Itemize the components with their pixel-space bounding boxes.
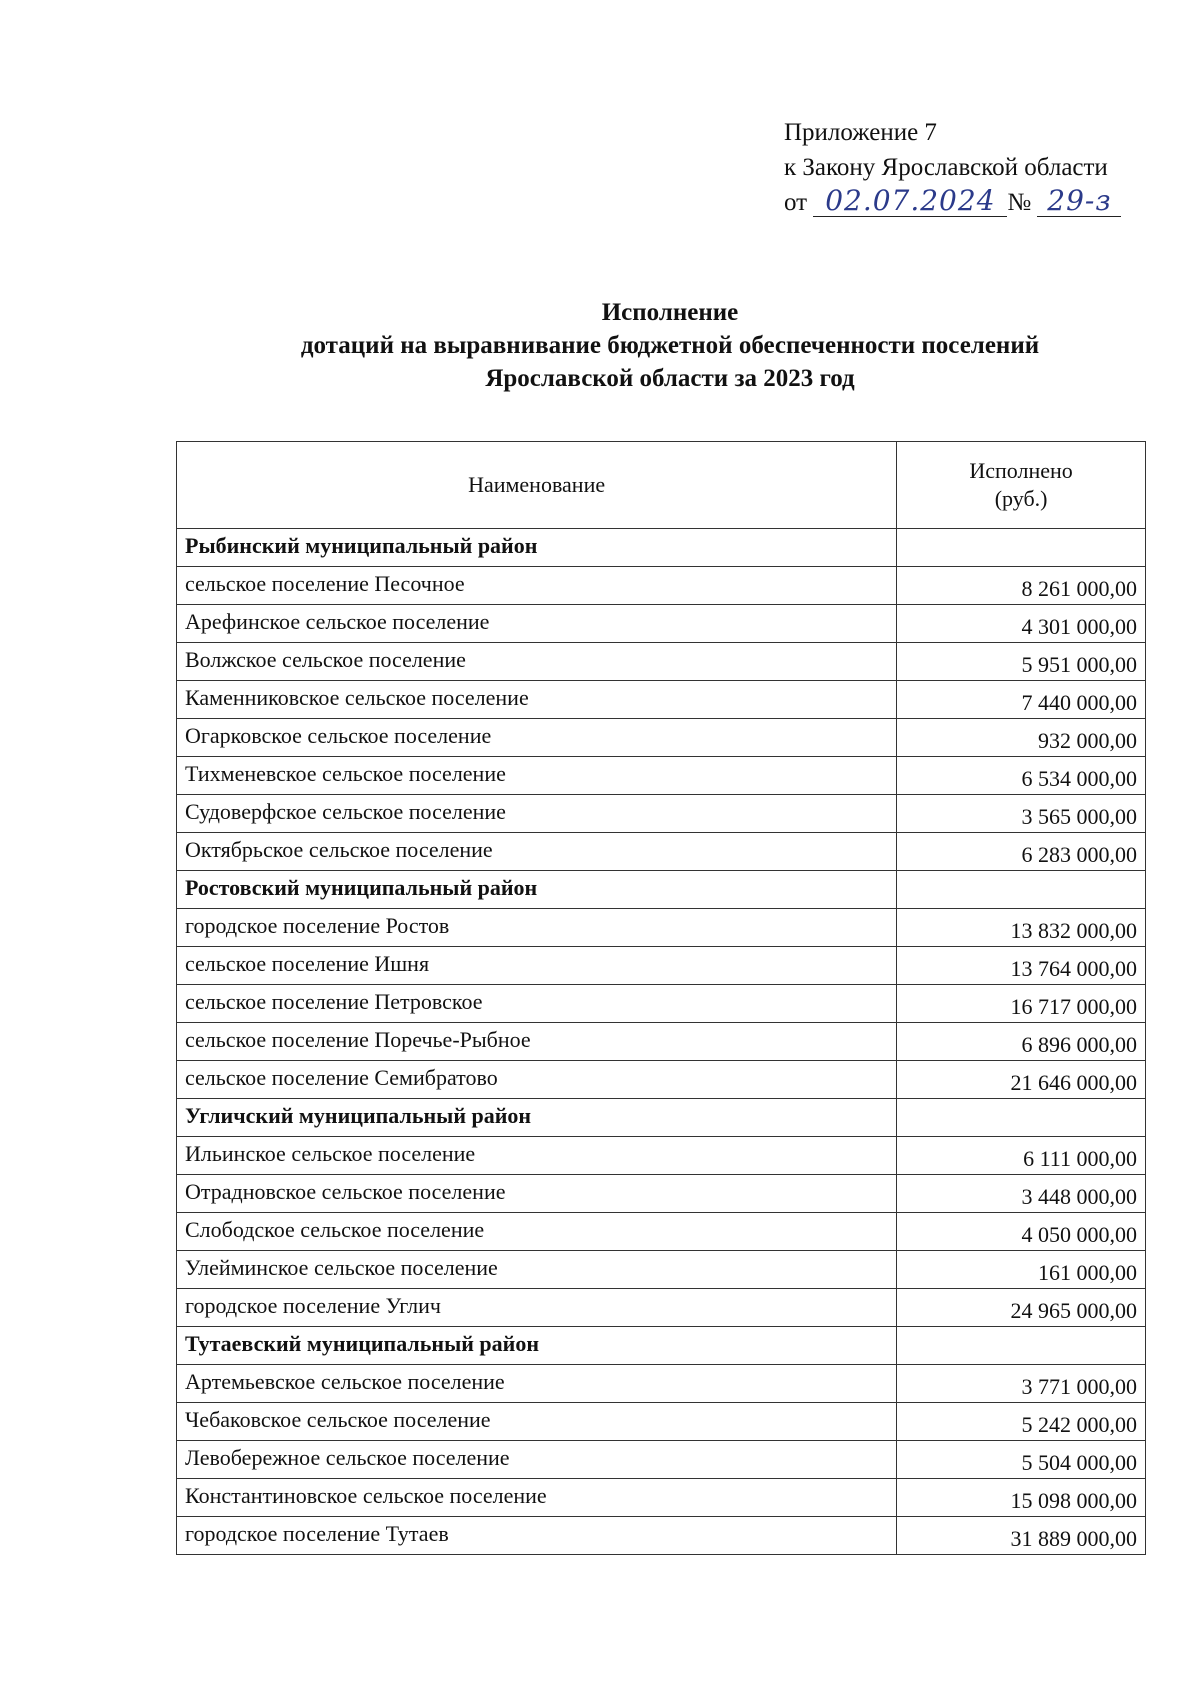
executed-amount: 161 000,00 — [897, 1251, 1146, 1289]
settlement-name: городское поселение Ростов — [177, 909, 897, 947]
settlement-name: Октябрьское сельское поселение — [177, 833, 897, 871]
column-header-name: Наименование — [177, 442, 897, 529]
settlement-name: сельское поселение Поречье-Рыбное — [177, 1023, 897, 1061]
settlement-name: Артемьевское сельское поселение — [177, 1365, 897, 1403]
table-row — [177, 985, 1146, 1023]
district-row — [177, 871, 1146, 909]
executed-amount: 3 771 000,00 — [897, 1365, 1146, 1403]
executed-amount: 5 242 000,00 — [897, 1403, 1146, 1441]
executed-amount: 13 764 000,00 — [897, 947, 1146, 985]
settlement-name: Огарковское сельское поселение — [177, 719, 897, 757]
settlement-name: сельское поселение Ишня — [177, 947, 897, 985]
executed-amount: 3 448 000,00 — [897, 1175, 1146, 1213]
settlement-name: Арефинское сельское поселение — [177, 605, 897, 643]
settlement-name: Тихменевское сельское поселение — [177, 757, 897, 795]
table-row — [177, 795, 1146, 833]
table-header-row — [177, 442, 1146, 529]
executed-amount: 6 283 000,00 — [897, 833, 1146, 871]
title-line-2: дотаций на выравнивание бюджетной обеспеченности поселений — [300, 332, 1040, 359]
table-row — [177, 1251, 1146, 1289]
table-row — [177, 1023, 1146, 1061]
settlement-name: Отрадновское сельское поселение — [177, 1175, 897, 1213]
table-row — [177, 681, 1146, 719]
handwritten-date: 02.07.2024 — [813, 186, 1007, 217]
district-row — [177, 529, 1146, 567]
executed-amount: 21 646 000,00 — [897, 1061, 1146, 1099]
executed-amount: 6 534 000,00 — [897, 757, 1146, 795]
settlement-name: сельское поселение Петровское — [177, 985, 897, 1023]
settlement-name: Каменниковское сельское поселение — [177, 681, 897, 719]
district-name: Рыбинский муниципальный район — [177, 529, 897, 567]
district-row — [177, 1327, 1146, 1365]
settlement-name: городское поселение Углич — [177, 1289, 897, 1327]
settlement-name: Улейминское сельское поселение — [177, 1251, 897, 1289]
table-row — [177, 605, 1146, 643]
table-row — [177, 567, 1146, 605]
appendix-number: Приложение 7 — [784, 119, 937, 146]
column-header-value-line1: Исполнено — [969, 458, 1073, 483]
executed-amount: 31 889 000,00 — [897, 1517, 1146, 1555]
settlement-name: Волжское сельское поселение — [177, 643, 897, 681]
table-row — [177, 909, 1146, 947]
column-header-value — [897, 442, 1146, 529]
executed-amount — [897, 871, 1146, 909]
executed-amount: 8 261 000,00 — [897, 567, 1146, 605]
date-prefix: от — [784, 189, 808, 216]
executed-amount: 5 504 000,00 — [897, 1441, 1146, 1479]
table-row — [177, 1517, 1146, 1555]
executed-amount — [897, 1099, 1146, 1137]
settlement-name: Судоверфское сельское поселение — [177, 795, 897, 833]
executed-amount: 4 050 000,00 — [897, 1213, 1146, 1251]
table-row — [177, 1365, 1146, 1403]
table-row — [177, 1403, 1146, 1441]
district-name: Тутаевский муниципальный район — [177, 1327, 897, 1365]
executed-amount: 932 000,00 — [897, 719, 1146, 757]
settlement-name: городское поселение Тутаев — [177, 1517, 897, 1555]
table-row — [177, 1289, 1146, 1327]
executed-amount: 13 832 000,00 — [897, 909, 1146, 947]
settlement-name: Константиновское сельское поселение — [177, 1479, 897, 1517]
table-row — [177, 1061, 1146, 1099]
table-row — [177, 833, 1146, 871]
executed-amount — [897, 529, 1146, 567]
table-row — [177, 1213, 1146, 1251]
law-reference: к Закону Ярославской области — [784, 154, 1108, 181]
handwritten-law-number: 29-з — [1037, 186, 1121, 217]
table-row — [177, 1175, 1146, 1213]
settlement-name: сельское поселение Песочное — [177, 567, 897, 605]
district-row — [177, 1099, 1146, 1137]
table-row — [177, 757, 1146, 795]
settlement-name: сельское поселение Семибратово — [177, 1061, 897, 1099]
settlement-name: Чебаковское сельское поселение — [177, 1403, 897, 1441]
title-line-3: Ярославской области за 2023 год — [485, 365, 855, 392]
executed-amount: 3 565 000,00 — [897, 795, 1146, 833]
executed-amount: 15 098 000,00 — [897, 1479, 1146, 1517]
executed-amount: 16 717 000,00 — [897, 985, 1146, 1023]
executed-amount: 4 301 000,00 — [897, 605, 1146, 643]
executed-amount — [897, 1327, 1146, 1365]
settlement-name: Левобережное сельское поселение — [177, 1441, 897, 1479]
document-title — [0, 296, 1200, 395]
subsidies-table — [176, 441, 1146, 1555]
law-date-number-line — [784, 185, 1121, 220]
settlement-name: Слободское сельское поселение — [177, 1213, 897, 1251]
table-row — [177, 1137, 1146, 1175]
executed-amount: 24 965 000,00 — [897, 1289, 1146, 1327]
table-row — [177, 643, 1146, 681]
column-header-value-line2: (руб.) — [994, 486, 1048, 511]
table-row — [177, 1479, 1146, 1517]
number-sign: № — [1007, 189, 1032, 216]
settlement-name: Ильинское сельское поселение — [177, 1137, 897, 1175]
table-row — [177, 719, 1146, 757]
executed-amount: 5 951 000,00 — [897, 643, 1146, 681]
table-row — [177, 947, 1146, 985]
district-name: Угличский муниципальный район — [177, 1099, 897, 1137]
executed-amount: 7 440 000,00 — [897, 681, 1146, 719]
executed-amount: 6 896 000,00 — [897, 1023, 1146, 1061]
executed-amount: 6 111 000,00 — [897, 1137, 1146, 1175]
table-body — [177, 529, 1146, 1555]
title-line-1: Исполнение — [601, 299, 739, 326]
table-row — [177, 1441, 1146, 1479]
district-name: Ростовский муниципальный район — [177, 871, 897, 909]
appendix-header — [784, 115, 1121, 220]
